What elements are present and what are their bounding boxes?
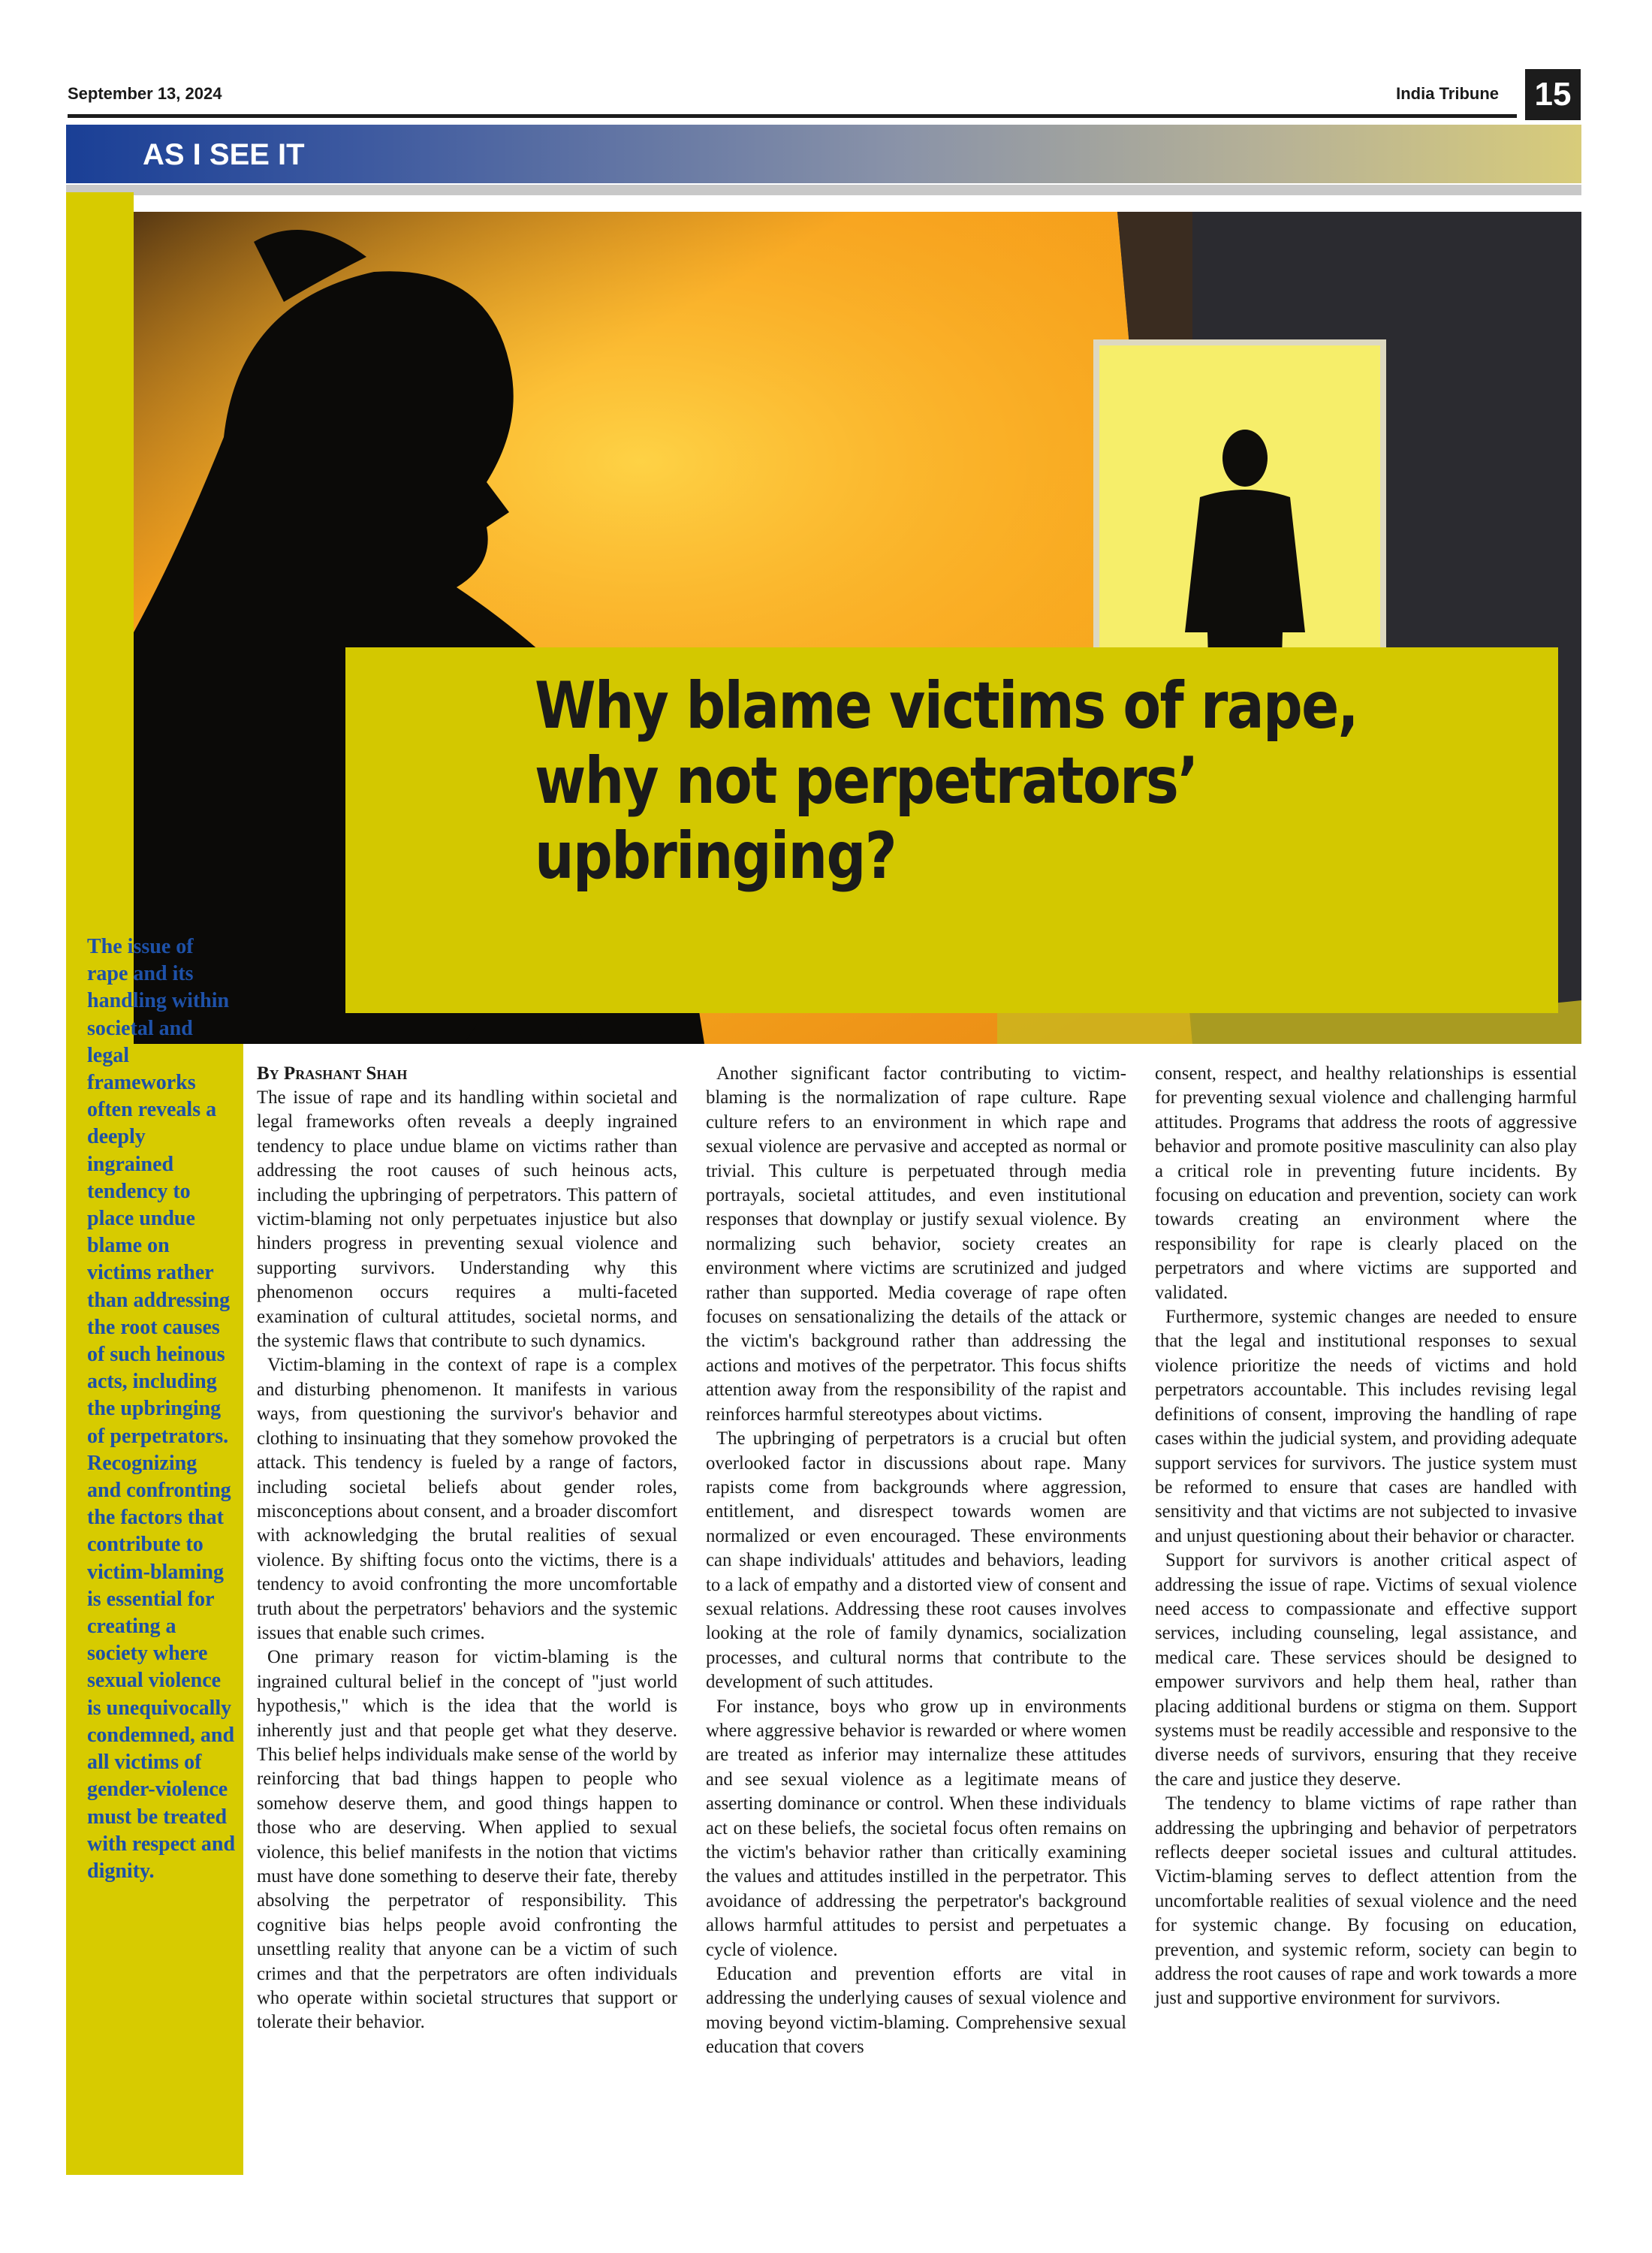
band-rule [66,185,1581,195]
article-column-1 [257,1062,677,2035]
article-column-2 [706,1062,1126,2060]
article-column-3 [1155,1062,1577,2011]
section-label: AS I SEE IT [143,138,305,171]
publication-name: India Tribune [1396,84,1499,103]
paragraph: Victim-blaming in the context of rape is a complex and disturbing phenomenon. It manifests in various ways, from questioning the survivor's behavior and clothing to insinuating that they somehow provoked the attack. This tendency is fueled by a range of factors, including societal beliefs about gender roles, misconceptions about consent, and a broader discomfort with acknowledging the brutal realities of sexual violence. By shifting focus onto the victims, there is a tendency to avoid confronting the more uncomfortable truth about the perpetrators' behaviors and the systemic issues that enable such crimes. [257,1355,677,1643]
byline: By Prashant Shah [257,1063,408,1084]
paragraph: For instance, boys who grow up in environments where aggressive behavior is rewarded or where women are treated as inferior may internalize these attitudes and see sexual violence as a legitimate means of asserting dominance or control. When these individuals act on these beliefs, the societal focus often remains on the victim's behavior rather than critically examining the values and attitudes instilled in the perpetrator. This avoidance of addressing the perpetrator's background allows harmful attitudes to persist and perpetuates a cycle of violence. [706,1696,1126,1960]
page-number: 15 [1525,69,1581,120]
paragraph: One primary reason for victim-blaming is the ingrained cultural belief in the concept of "just world hypothesis," which is the idea that the world is inherently just and that people get what they deserve. This belief helps individuals make sense of the world by reinforcing that bad things happen to people who somehow deserve them, and good things happen to those who are deserving. When applied to sexual violence, this belief manifests in the notion that victims must have done something to deserve their fate, thereby absolving the perpetrator of responsibility. This cognitive bias helps people avoid confronting the unsettling reality that anyone can be a victim of such crimes and that the perpetrators are often individuals who operate within societal structures that support or tolerate their behavior. [257,1647,677,2033]
paragraph: Education and prevention efforts are vital in addressing the underlying causes of sexual violence and moving beyond victim-blaming. Comprehensive sexual education that covers [706,1964,1126,2058]
paragraph: Furthermore, systemic changes are needed to ensure that the legal and institutional responses to sexual violence prioritize the needs of victims and hold perpetrators accountable. This includes revising legal definitions of consent, improving the handling of rape cases within the judicial system, and providing adequate support services for survivors. The justice system must be reformed to ensure that cases are handled with sensitivity and that victims are not subjected to invasive and unjust questioning about their behavior or character. [1155,1307,1577,1546]
paragraph: The upbringing of perpetrators is a crucial but often overlooked factor in discussions about rape. Many rapists come from backgrounds where aggression, entitlement, and disrespect towards women are normalized or even encouraged. These environments can shape individuals' attitudes and behaviors, leading to a lack of empathy and a distorted view of consent and sexual relations. Addressing these root causes involves looking at the role of family dynamics, socialization processes, and cultural norms that contribute to the development of such attitudes. [706,1428,1126,1693]
paragraph: The tendency to blame victims of rape rather than addressing the upbringing and behavior of perpetrators reflects deeper societal issues and cultural attitudes. Victim-blaming serves to deflect attention from the uncomfortable realities of sexual violence and the need for systemic change. By focusing on education, prevention, and systemic reform, society can begin to address the root causes of rape and work towards a more just and supportive environment for survivors. [1155,1793,1577,2009]
article-headline: Why blame victims of rape, why not perpetrators’ upbringing? [535,668,1358,894]
paragraph: consent, respect, and healthy relationships is essential for preventing sexual violence and challenging harmful attitudes. Programs that address the roots of aggressive behavior and promote positive masculinity can also play a critical role in preventing future incidents. By focusing on education and prevention, society can work towards creating an environment where the responsibility for rape is clearly placed on the perpetrators and where victims are supported and validated. [1155,1063,1577,1303]
issue-date: September 13, 2024 [68,84,222,103]
pull-quote: The issue of rape and its handling within societal and legal frameworks often reveals a deeply ingrained tendency to place undue blame on victims rather than addressing the root causes of such heinous acts, including the upbringing of perpetrators. Recognizing and confronting the factors that contribute to victim-blaming is essential for creating a society where sexual violence is unequivocally condemned, and all victims of gender-violence must be treated with respect and dignity. [87,935,236,1883]
paragraph: Another significant factor contributing to victim-blaming is the normalization of rape culture. Rape culture refers to an environment in which rape and sexual violence are pervasive and accepted as normal or trivial. This culture is perpetuated through media portrayals, societal attitudes, and even institutional responses that downplay or justify sexual violence. By normalizing such behavior, society creates an environment where victims are scrutinized and judged rather than supported. Media coverage of rape often focuses on sensationalizing the details of the attack or the victim's background rather than addressing the actions and motives of the perpetrator. This focus shifts attention away from the responsibility of the rapist and reinforces harmful stereotypes about victims. [706,1063,1126,1425]
paragraph: The issue of rape and its handling within societal and legal frameworks often reveals a deeply ingrained tendency to place undue blame on victims rather than addressing the root causes of such heinous acts, including the upbringing of perpetrators. This pattern of victim-blaming not only perpetuates injustice but also hinders progress in preventing sexual violence and supporting survivors. Understanding why this phenomenon occurs requires a multi-faceted examination of cultural attitudes, societal norms, and the systemic flaws that contribute to such dynamics. [257,1087,677,1352]
header-rule [68,114,1517,118]
paragraph: Support for survivors is another critical aspect of addressing the issue of rape. Victims of sexual violence need access to compassionate and effective support services, including counseling, legal assistance, and medical care. These services should be designed to empower survivors and help them heal, rather than placing additional burdens or stigma on them. Support systems must be readily accessible and responsive to the diverse needs of survivors, ensuring that they receive the care and justice they deserve. [1155,1550,1577,1790]
